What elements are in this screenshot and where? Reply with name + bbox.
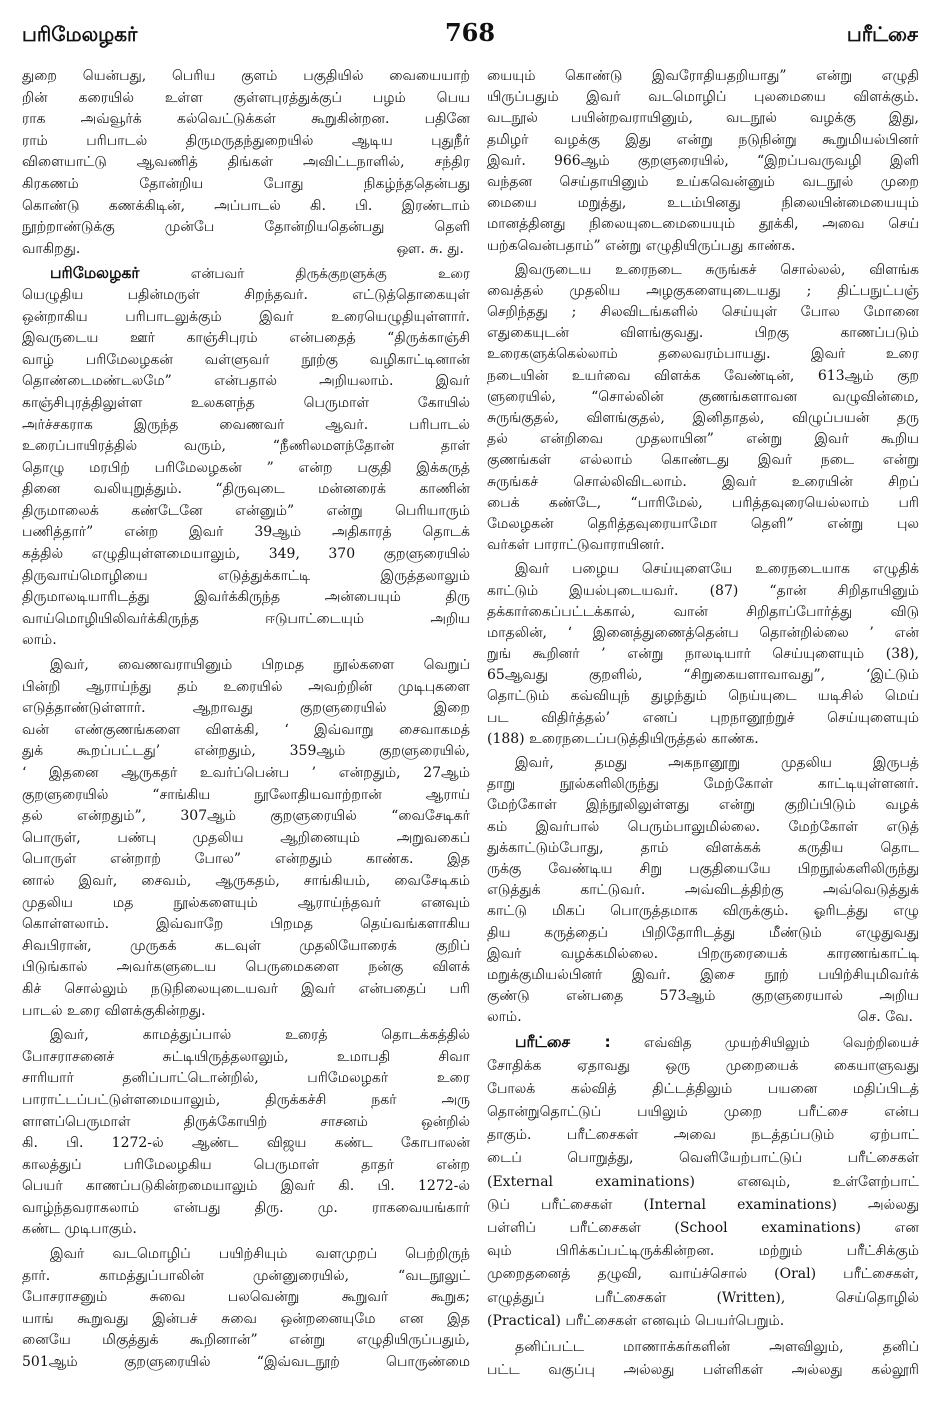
text-line: ராம் பரிபாடல் திருமருதந்துறையில் ஆடிய புதுநீர் [22, 132, 470, 149]
text-line: பட விதிர்த்தல்’ எனப் புறநானூற்றுச் செய்யுளையும் [487, 709, 919, 726]
paragraph [22, 66, 470, 260]
text-line: தல் என்றிவை முதலாயின” என்று இவர் கூறிய [487, 431, 919, 448]
text-line: (Practical) பரீட்சைகள் எனவும் பெயர்பெறும். [487, 1312, 785, 1329]
text-line: இவருடைய ஊர் காஞ்சிபுரம் என்பதைத் “திருக்காஞ்சி [22, 330, 470, 347]
text-line: திய கருத்தைப் பிறிதோரிடத்து மீண்டும் எழுதுவது [487, 924, 919, 941]
text-line: எதுகையுடன் விளங்குவது. பிறகு காணப்படும் [487, 325, 919, 342]
text-line: சோதிக்க ஏதாவது ஒரு முறையைக் கையாளுவது [487, 1057, 919, 1074]
text-line: யிருப்பதும் இவர் வடமொழிப் புலமையை விளக்கும். [487, 89, 919, 106]
text-line: முதலிய மத நூல்களையும் ஆராய்ந்தவர் எனவும் [22, 894, 470, 911]
text-line: வும் பிரிக்கப்பட்டிருக்கின்றன. மற்றும் பரீட்சிக்கும் [487, 1243, 919, 1260]
text-line: துக் கூறப்பட்டது’ என்றதும், 359ஆம் குறளுரையில், [22, 743, 470, 760]
text-line: மேலழகன் தெரித்தவுரையாமோ தெளி” என்று புல [487, 515, 919, 532]
author-signature: செ. வே. [857, 1009, 913, 1026]
text-line: ளாளப்பெருமாள் திருக்கோயிற் சாசனம் ஒன்றில் [22, 1113, 470, 1130]
text-line: சுருங்குதல், விளங்குதல், இனிதாதல், விழுப்பயன் தரு [487, 410, 919, 426]
text-line: தல் என்றதும்”, 307ஆம் குறளுரையில் “வைசேடிகர் [22, 808, 470, 825]
entry-headword: பரிமேலழகர் [50, 264, 140, 283]
author-signature: ஔ. சு. து. [396, 240, 464, 257]
text-line: 501ஆம் குறளுரையில் “இவ்வடநூற் பொருண்மை [22, 1354, 470, 1371]
text-line: பள்ளிப் பரீட்சைகள் (School examinations) என [487, 1219, 919, 1236]
text-line: அர்ச்சகராக இருந்த வைணவர் ஆவர். பரிபாடல் [22, 416, 470, 433]
text-line: துறை யென்பது, பெரிய குளம் பகுதியில் வையையாற் [22, 68, 470, 84]
text-line: இவர். 966ஆம் குறளுரையில், “இறப்பவருவழி இளி [487, 152, 919, 169]
text-line: துக்காட்டும்போது, தாம் விளக்கக் கருதிய தொட [487, 839, 919, 856]
text-line: தார். காமத்துப்பாலின் முன்னுரையில், “வடநூலுட் [22, 1267, 470, 1284]
text-line: பொருள், பண்பு முதலிய ஆறினையும் அறுவகைப் [22, 829, 470, 846]
text-line [487, 1007, 919, 1028]
paragraph [487, 753, 919, 1028]
text-line: திருவாய்மொழியை எடுத்துக்காட்டி இருத்தலாலும் [22, 567, 470, 584]
text-line: இவர் பழைய செய்யுளையே உரைநடையாக எழுதிக் [515, 561, 919, 578]
text-line: உரைகளுக்கெல்லாம் தலைவரம்பாயது. இவர் உரை [487, 346, 919, 363]
text-line: டுப் பரீட்சைகள் (Internal examinations) அல்லது [487, 1196, 919, 1213]
text-segment: லாம். [487, 1009, 522, 1026]
right-text-column [487, 66, 919, 1406]
text-line: வர்கள் பாராட்டுவாராயினர். [487, 537, 665, 554]
text-line: யெழுதிய பதின்மருள் சிறந்தவர். எட்டுத்தொகையுள் [22, 286, 470, 303]
text-line: பெயர் காணப்படுகின்றமையாலும் இவர் கி. பி. 1272-ல் [22, 1178, 470, 1195]
text-line: விளையாட்டு ஆவணித் திங்கள் அவிட்டநாளில், சந்திர [22, 154, 470, 171]
text-line: நடையின் உயர்வை விளக்க வேண்டின், 613ஆம் குற [487, 367, 919, 384]
text-line: தினை வலியுறுத்தும். “திருவுடை மன்னரைக் காணின் [22, 481, 470, 498]
text-line: எடுத்துக் காட்டுவர். அவ்விடத்திற்கு அவ்வெடுத்துக் [487, 882, 919, 899]
text-line: தாகும். பரீட்சைகள் அவை நடத்தப்படும் ஏற்பாட் [487, 1127, 919, 1144]
text-line: தனிப்பட்ட மாணாக்கர்களின் அளவிலும், தனிப் [515, 1338, 919, 1355]
entry-headword: பரீட்சை : [515, 1033, 611, 1052]
paragraph [22, 655, 470, 1022]
text-line: வன் எண்குணங்களை விளக்கி, ‘ இவ்வாறு சைவாகமத் [22, 721, 470, 738]
text-line: றுங் கூறினர் ’ என்று நாலடியார் செய்யுளையும் (38), [487, 646, 919, 663]
text-line: னையே மிகுத்துக் கூறினான்” என்று எழுதியிருப்பதும், [22, 1332, 470, 1349]
text-line: இவருடைய உரைநடை சுருங்கச் சொல்லல், விளங்க [515, 261, 919, 278]
text-line: திருமாலடியாரிடத்து இவர்க்கிருந்த அன்பையும் திரு [22, 589, 470, 606]
text-line: (External examinations) எனவும், உள்ளேற்பாட் [487, 1173, 919, 1190]
text-line: ஒன்றாகிய பரிபாடலுக்கும் இவர் உரையெழுதியுள்ளார். [22, 308, 470, 325]
text-line: வைத்தல் முதலிய அழகுகளையுடையது ; திட்பநுட்பஞ் [487, 282, 919, 299]
paragraph [22, 1244, 470, 1374]
text-line: காலத்துப் பரிமேலழகிய பெருமாள் தாதர் என்ற [22, 1156, 470, 1173]
text-line: வாழ்ந்தவராகலாம் என்பது திரு. மு. ராகவையங்கார் [22, 1199, 470, 1216]
text-line: கண்ட முடிபாகும். [22, 1221, 137, 1238]
text-line: தக்கார்கைப்பட்டக்கால், வான் சிறிதாப்போர்த்து விடு [487, 603, 919, 620]
text-segment: எவ்வித முயற்சியிலும் வெற்றியைச் [643, 1035, 919, 1052]
text-line: தமிழர் வழக்கு இது என்று நடுநின்று கூறுமியல்பினர் [487, 131, 919, 148]
text-line: மாதலின், ‘ இனைத்துணைத்தென்ப தொன்றில்லை ’ என் [487, 624, 919, 641]
text-line: முறைதனைத் தழுவி, வாய்ச்சொல் (Oral) பரீட்சைகள், [487, 1266, 919, 1283]
text-line: பிடுங்கால் அவர்களுடைய பெருமைகளை நன்கு விளக் [22, 959, 470, 976]
running-head-left: பரிமேலழகர் [22, 22, 138, 46]
running-head-right: பரீட்சை [846, 22, 918, 46]
text-line: னால் இவர், சைவம், ஆருகதம், சாங்கியம், வைசேடிகம் [22, 872, 470, 889]
text-line: செறிந்தது ; சிலவிடங்களில் செய்யுள் போல மோனை [487, 304, 919, 321]
text-line: கொண்டு கணக்கிடின், அப்பாடல் கி. பி. இரண்டாம் [22, 197, 470, 214]
text-segment: என்பவர் திருக்குறளுக்கு உரை [190, 266, 470, 283]
text-line: சிவபிரான், முருகக் கடவுள் முதலியோரைக் குறிப் [22, 937, 470, 954]
text-line: தொன்றுதொட்டுப் பயிலும் முறை பரீட்சை என்ப [487, 1104, 919, 1120]
text-line: இவர் வடமொழிப் பயிற்சியும் வளமுறப் பெற்றிருந் [50, 1246, 470, 1263]
text-line: குண்டு என்பதை 573ஆம் குறளுரையால் அறிய [487, 988, 919, 1005]
text-line: யையும் கொண்டு இவரோதியதறியாது” என்று எழுதி [487, 68, 919, 84]
text-line: தொண்டைமண்டலமே” என்பதால் அறியலாம். இவர் [22, 373, 470, 390]
text-line [487, 1031, 919, 1054]
text-line: இவர், தமது அகநானூறு முதலிய இருபத் [515, 755, 919, 771]
text-line: எடுத்தாண்டுள்ளார். ஆறாவது குறளுரையில் இறை [22, 700, 470, 717]
text-line: இவர், காமத்துப்பால் உரைத் தொடக்கத்தில் [50, 1027, 470, 1044]
text-line: 65ஆவது குறளில், “சிறுகையளாவாவது”, ‘இட்டும் [487, 667, 919, 684]
text-line: தாறு நூல்களிலிருந்து மேற்கோள் காட்டியுள்ளனர். [487, 776, 919, 793]
text-line: பட்ட வகுப்பு அல்லது பள்ளிகள் அல்லது கல்லூரி [487, 1362, 919, 1379]
text-line: வாய்மொழியிலிவர்க்கிருந்த ஈடுபாட்டையும் அறிய [22, 610, 470, 627]
text-line: ராக அவ்வூர்க் கல்வெட்டுக்கள் கூறுகின்றன. பதினே [22, 111, 470, 128]
text-line: கிச் சொல்லும் நடுநிலையுடையவர் இவர் என்பதைப் பரி [22, 980, 470, 997]
text-line: பொருள் என்றாற் போல” என்றதும் காண்க. இத [22, 851, 470, 868]
text-line: பாடல் உரை விளக்குகின்றது. [22, 1002, 206, 1019]
text-line: தொழு மரபிற் பரிமேலழகன் ” என்ற பகுதி இக்கருத் [22, 459, 470, 476]
text-line: இவர், வைணவராயினும் பிறமத நூல்களை வெறுப் [50, 657, 470, 674]
text-line: மேற்கோள் இந்நூலிலுள்ளது என்று குறிப்பிடும் வழக் [487, 797, 919, 814]
text-line: நூற்றாண்டுக்கு முன்பே தோன்றியதென்பது தெளி [22, 219, 470, 236]
text-line: மையை மறுத்து, உடம்பினது நிலையின்மையையும் [487, 195, 919, 212]
text-segment: வாகிறது. [22, 240, 81, 257]
text-line: மானத்தினது நிலையுடைமையையும் தூக்கி, அவை செய் [487, 216, 919, 233]
text-line [22, 239, 470, 261]
text-line: இவர் வழக்கமில்லை. பிறருரையைக் காரணங்காட்டி [487, 945, 919, 962]
text-line: கிரகணம் தோன்றிய போது நிகழ்ந்ததென்பது [22, 175, 470, 192]
text-line: ளுரையில், “சொல்லின் குணங்களாவன வழுவின்மை, [487, 388, 919, 405]
text-line: கம் இவர்பால் பெரும்பாலுமில்லை. மேற்கோள் எடுத் [487, 818, 919, 835]
paragraph [487, 260, 919, 557]
text-line: டைப் பொறுத்து, வெளியேற்பாட்டுப் பரீட்சைகள் [487, 1150, 919, 1167]
text-line: வந்தன செய்தாயினும் உய்கவென்னும் வடநூல் முறை [487, 173, 919, 190]
entry-paragraph [22, 263, 470, 652]
text-line: போசராசனும் சுவை பலவென்று கூறுவர் கூறுக; [22, 1289, 470, 1306]
text-line: எழுத்துப் பரீட்சைகள் (Written), செய்தொழில் [487, 1289, 919, 1306]
text-line: காஞ்சிபுரத்திலுள்ள உலகளந்த பெருமாள் கோயில் [22, 394, 470, 411]
text-line: ருக்கு வேண்டிய சிறு பகுதியையே பிறநூல்களிலிருந்து [487, 860, 919, 877]
left-text-column [22, 66, 470, 1406]
text-line: பாராட்டப்பட்டுள்ளமையாலும், திருக்கச்சி நகர் அரு [22, 1091, 470, 1108]
text-line: காட்டும் இயல்புடையவர். (87) “தான் சிறிதாயினும் [487, 582, 919, 599]
paragraph [22, 1025, 470, 1241]
paragraph [487, 66, 919, 257]
text-line: கொள்ளலாம். இவ்வாறே பிறமத தெய்வங்களாகிய [22, 916, 470, 933]
entry-paragraph [487, 1031, 919, 1332]
text-line: கி. பி. 1272-ல் ஆண்ட விஜய கண்ட கோபாலன் [22, 1135, 470, 1152]
text-line: யற்கவென்பதாம்” என்று எழுதியிருப்பது காண்க. [487, 237, 796, 254]
text-line: குணங்கள் எல்லாம் கொண்டது இவர் நடை என்று [487, 452, 919, 469]
text-line: திருமாலைக் கண்டேனே என்னும்” என்று பெரியாரும் [22, 502, 470, 519]
text-line: சாரியார் தனிப்பாட்டொன்றில், பரிமேலழகர் உரை [22, 1070, 470, 1087]
text-line: றின் கரையில் உள்ள குள்ளபுரத்துக்குப் பழம் பெய [22, 89, 470, 106]
text-line: பைக் கண்டே, “பாரிமேல், பரித்தவுரையெல்லாம் பரி [487, 494, 919, 511]
text-line: சுருங்கச் சொல்லிவிடலாம். இவர் உரையின் சிறப் [487, 473, 919, 490]
text-line: போலக் கல்வித் திட்டத்திலும் பயனை மதிப்பிடத் [487, 1080, 919, 1097]
text-line [22, 263, 470, 285]
text-line: (188) உரைநடைப்படுத்தியிருத்தல் காண்க. [487, 730, 759, 747]
text-line: வாழ் பரிமேலழகன் வள்ளுவர் நூற்கு வழிகாட்டினான் [22, 351, 470, 368]
paragraph [487, 1336, 919, 1382]
text-line: லாம். [22, 632, 57, 649]
page-number: 768 [444, 18, 496, 47]
text-line: குறளுரையில் “சாங்கிய நூலோதியவாற்றான் ஆராய் [22, 786, 470, 803]
text-line: உரைப்பாயிரத்தில் வரும், “நீணிலமளந்தோன் தாள் [22, 438, 470, 455]
text-line: மறுக்குமியல்பினர் இவர். இசை நூற் பயிற்சியுமிவர்க் [487, 966, 919, 983]
text-line: பின்றி ஆராய்ந்து தம் உரையில் அவற்றின் முடிபுகளை [22, 678, 470, 695]
text-line: போசராசனைச் சுட்டியிருத்தலாலும், உமாபதி சிவா [22, 1048, 470, 1065]
text-line: யாங் கூறுவது இன்பச் சுவை ஒன்றனையுமே என இத [22, 1310, 470, 1327]
text-line: பணித்தார்” என்ற இவர் 39ஆம் அதிகாரத் தொடக் [22, 524, 470, 541]
paragraph [487, 559, 919, 750]
text-line: தொட்டும் கவ்வியுந் துழந்தும் நெய்யுடை யடிசில் மெய் [487, 688, 919, 705]
text-line: வடநூல் பயின்றவராயினும், வடநூல் வழக்கு இது, [487, 110, 919, 127]
text-line: காட்டு மிகப் பொருத்தமாக விருக்கும். ஓரிடத்து எழு [487, 903, 919, 920]
text-line: கத்தில் எழுதியுள்ளமையாலும், 349, 370 குறளுரையில் [22, 546, 470, 563]
text-line: ‘ இதனை ஆருகதர் உவர்ப்பென்ப ’ என்றதும், 27ஆம் [22, 765, 470, 781]
